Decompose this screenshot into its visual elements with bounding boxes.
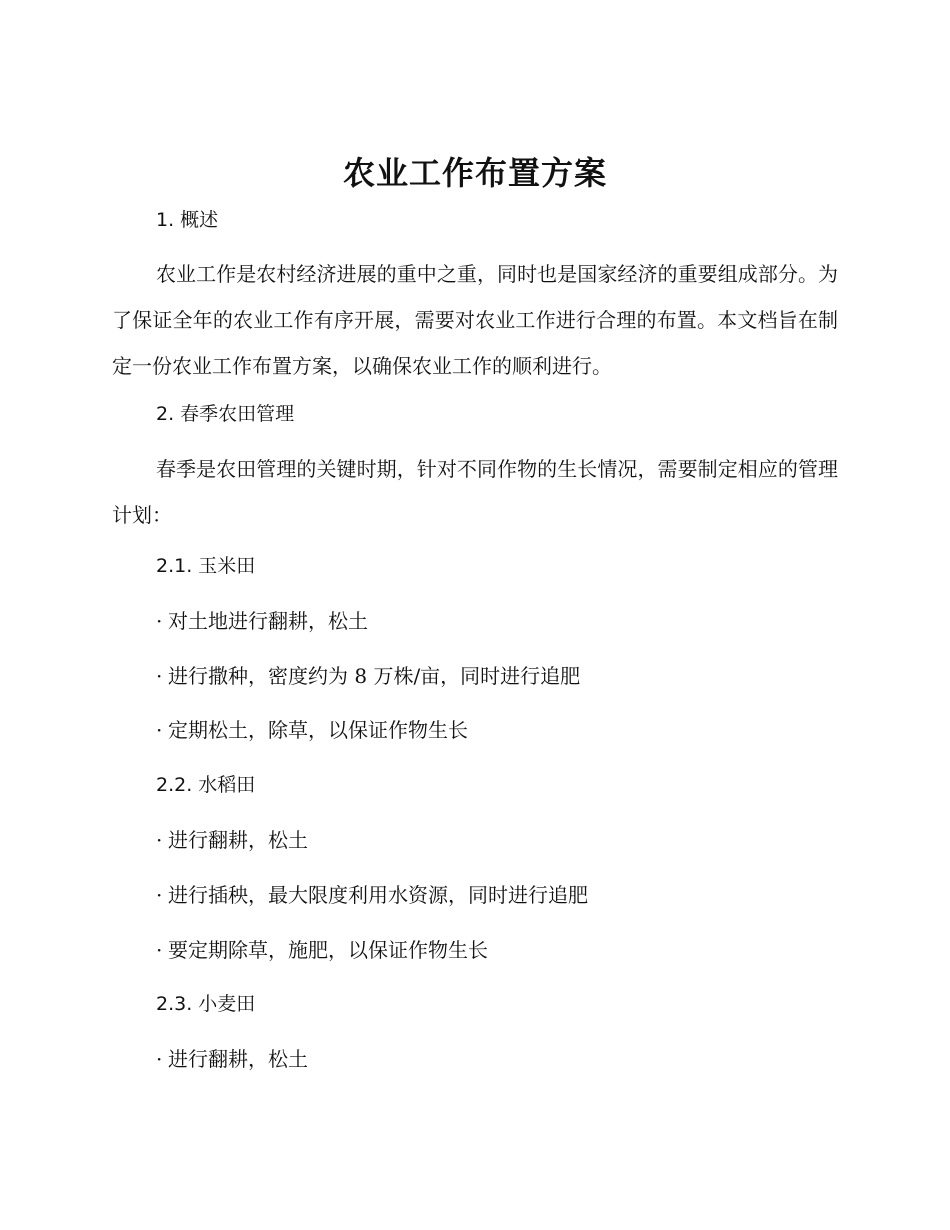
bullet-marker: · <box>156 664 163 688</box>
list-item-text: 进行翻耕，松土 <box>168 1047 308 1071</box>
bullet-marker: · <box>156 609 163 633</box>
subsection-heading-rice: 2.2. 水稻田 <box>156 774 256 796</box>
list-item-text: 要定期除草，施肥，以保证作物生长 <box>168 938 488 962</box>
subsection-heading-wheat: 2.3. 小麦田 <box>156 993 256 1015</box>
list-item <box>156 662 580 690</box>
bullet-marker: · <box>156 828 163 852</box>
list-item-text: 对土地进行翻耕，松土 <box>168 609 368 633</box>
list-item <box>156 716 468 744</box>
list-item <box>156 826 308 854</box>
list-item <box>156 881 588 909</box>
section-heading-overview: 1. 概述 <box>156 209 219 231</box>
bullet-marker: · <box>156 1047 163 1071</box>
list-item-text: 进行插秧，最大限度利用水资源，同时进行追肥 <box>168 883 588 907</box>
list-item-text: 进行撒种，密度约为 8 万株/亩，同时进行追肥 <box>168 664 581 688</box>
bullet-marker: · <box>156 883 163 907</box>
list-item <box>156 607 368 635</box>
section-paragraph-overview: 农业工作是农村经济进展的重中之重，同时也是国家经济的重要组成部分。为了保证全年的农业工作有序开展，需要对农业工作进行合理的布置。本文档旨在制定一份农业工作布置方案，以确保农业工作的顺利进行。 <box>112 262 838 378</box>
list-item <box>156 1045 308 1073</box>
list-item-text: 进行翻耕，松土 <box>168 828 308 852</box>
section-heading-spring: 2. 春季农田管理 <box>156 403 295 425</box>
subsection-heading-corn: 2.1. 玉米田 <box>156 555 256 577</box>
document-title: 农业工作布置方案 <box>342 154 607 192</box>
bullet-marker: · <box>156 718 163 742</box>
list-item <box>156 936 488 964</box>
section-paragraph-spring: 春季是农田管理的关键时期，针对不同作物的生长情况，需要制定相应的管理计划： <box>112 457 838 527</box>
list-item-text: 定期松土，除草，以保证作物生长 <box>168 718 468 742</box>
bullet-marker: · <box>156 938 163 962</box>
